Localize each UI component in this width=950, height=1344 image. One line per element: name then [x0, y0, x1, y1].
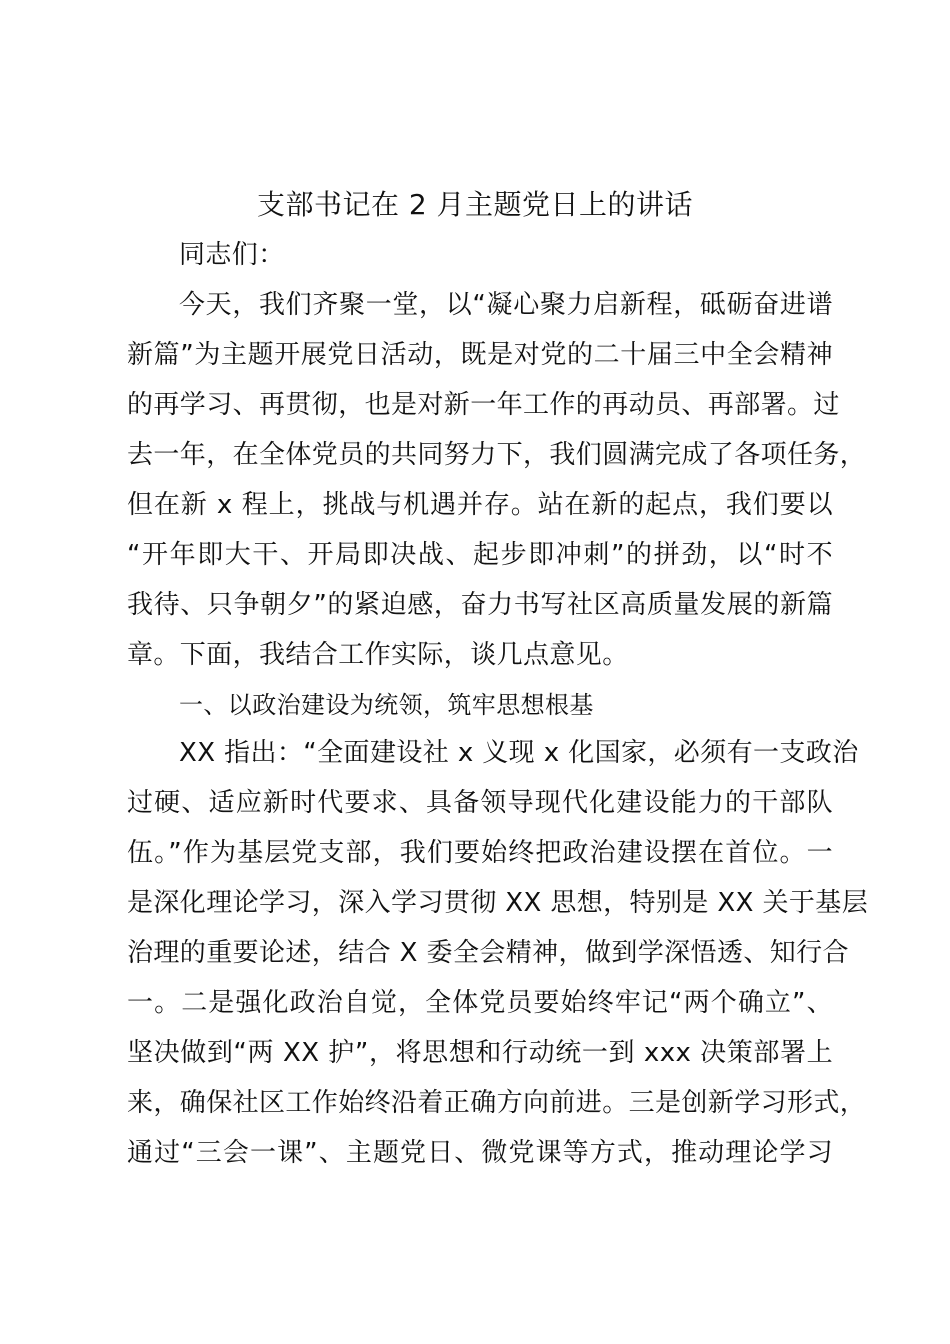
- paragraph-line: 是深化理论学习，深入学习贯彻 XX 思想，特别是 XX 关于基层: [127, 888, 869, 918]
- paragraph-line: 我待、只争朝夕”的紧迫感，奋力书写社区高质量发展的新篇: [127, 590, 833, 620]
- paragraph-line: 来，确保社区工作始终沿着正确方向前进。三是创新学习形式，: [127, 1088, 867, 1118]
- paragraph-line: 一。二是强化政治自觉，全体党员要始终牢记“两个确立”、: [127, 988, 833, 1018]
- paragraph-line: 今天，我们齐聚一堂，以“凝心聚力启新程，砥砺奋进谱: [179, 290, 833, 320]
- paragraph-line: XX 指出：“全面建设社 x 义现 x 化国家，必须有一支政治: [179, 738, 859, 768]
- paragraph-line: 新篇”为主题开展党日活动，既是对党的二十届三中全会精神: [127, 340, 833, 370]
- paragraph-line: 的再学习、再贯彻，也是对新一年工作的再动员、再部署。过: [127, 390, 840, 420]
- paragraph-line: 伍。”作为基层党支部，我们要始终把政治建设摆在首位。一: [127, 838, 833, 868]
- paragraph-line: 但在新 x 程上，挑战与机遇并存。站在新的起点，我们要以: [127, 490, 833, 520]
- paragraph-line: 坚决做到“两 XX 护”，将思想和行动统一到 xxx 决策部署上: [127, 1038, 833, 1068]
- section-heading: 一、以政治建设为统领，筑牢思想根基: [179, 691, 594, 719]
- document-title: 支部书记在 2 月主题党日上的讲话: [256, 188, 694, 221]
- greeting: 同志们：: [179, 240, 285, 270]
- paragraph-line: 过硬、适应新时代要求、具备领导现代化建设能力的干部队: [127, 788, 833, 818]
- paragraph-line: “开年即大干、开局即决战、起步即冲刺”的拼劲，以“时不: [127, 540, 833, 570]
- paragraph-line: 治理的重要论述，结合 X 委全会精神，做到学深悟透、知行合: [127, 938, 849, 968]
- paragraph-line: 去一年，在全体党员的共同努力下，我们圆满完成了各项任务，: [127, 440, 867, 470]
- paragraph-line: 通过“三会一课”、主题党日、微党课等方式，推动理论学习: [127, 1138, 833, 1168]
- paragraph-line: 章。下面，我结合工作实际，谈几点意见。: [127, 640, 629, 670]
